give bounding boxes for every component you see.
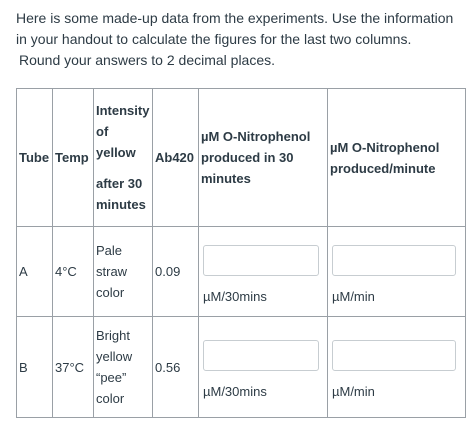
header-produced-per-minute (328, 89, 466, 227)
cell-intensity-line: straw (96, 264, 128, 279)
cell-tube: A (17, 227, 53, 317)
cell-produced-30 (199, 227, 328, 317)
header-temp: Temp (53, 89, 94, 227)
instructions-line-1: Here is some made-up data from the experiments. Use the information (16, 10, 454, 26)
header-intensity-line: yellow (96, 145, 136, 160)
instructions-line-2: in your handout to calculate the figures for the last two columns. (16, 31, 412, 47)
cell-temp: 4°C (53, 227, 94, 317)
header-produced-30-line: minutes (201, 171, 251, 186)
cell-produced-per-minute (328, 227, 466, 317)
cell-intensity-line: color (96, 391, 125, 406)
unit-label: µM/min (332, 384, 375, 399)
unit-label: µM/min (332, 288, 375, 304)
answer-input-tube-b-30min[interactable] (203, 340, 319, 371)
data-table (16, 88, 466, 418)
cell-intensity-line: “pee” (96, 370, 127, 385)
cell-intensity (94, 227, 153, 317)
header-intensity-line: of (96, 124, 109, 139)
cell-intensity-line: color (96, 285, 125, 300)
header-intensity (94, 89, 153, 227)
cell-tube: B (17, 317, 53, 418)
table-row (17, 317, 466, 418)
cell-intensity-line: yellow (96, 349, 133, 364)
answer-input-tube-a-30min[interactable] (203, 245, 319, 276)
unit-label: µM/30mins (203, 384, 267, 399)
table-header-row (17, 89, 466, 227)
header-tube: Tube (17, 89, 53, 227)
header-produced-30 (199, 89, 328, 227)
cell-intensity-line: Bright (96, 328, 130, 343)
cell-produced-per-minute (328, 317, 466, 418)
cell-intensity (94, 317, 153, 418)
cell-temp: 37°C (53, 317, 94, 418)
instructions (16, 8, 468, 71)
instructions-line-3: Round your answers to 2 decimal places. (19, 52, 276, 68)
header-intensity-line: after 30 (96, 176, 143, 191)
unit-label: µM/30mins (203, 288, 267, 304)
header-produced-30-line: µM O-Nitrophenol (201, 129, 311, 144)
answer-input-tube-a-per-minute[interactable] (332, 245, 456, 276)
header-produced-per-minute-line: produced/minute (330, 160, 436, 176)
header-intensity-line: minutes (96, 197, 146, 212)
header-produced-per-minute-line: µM O-Nitrophenol (330, 139, 440, 155)
header-ab420: Ab420 (153, 89, 199, 227)
cell-ab420: 0.09 (153, 227, 199, 317)
table-row (17, 227, 466, 317)
answer-input-tube-b-per-minute[interactable] (332, 340, 456, 371)
header-intensity-line: Intensity (96, 103, 150, 118)
header-produced-30-line: produced in 30 (201, 150, 294, 165)
cell-produced-30 (199, 317, 328, 418)
cell-intensity-line: Pale (96, 243, 123, 258)
cell-ab420: 0.56 (153, 317, 199, 418)
